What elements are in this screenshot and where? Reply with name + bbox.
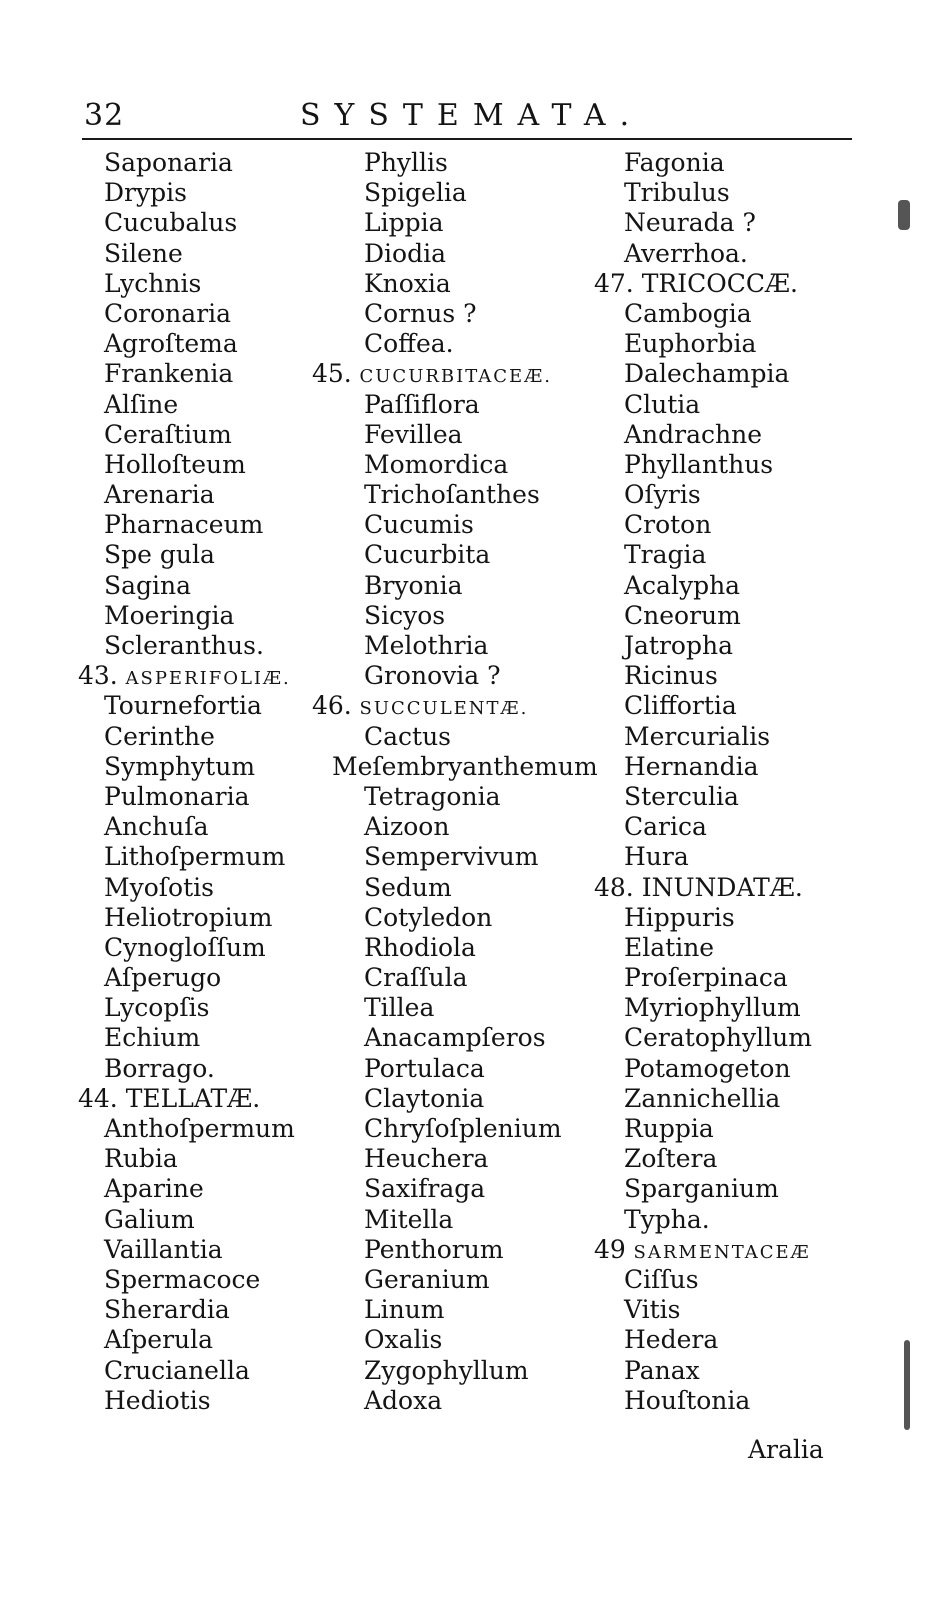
- genus-name: Ceraſtium: [104, 419, 232, 449]
- header-rule: [82, 138, 852, 140]
- running-title: SYSTEMATA.: [300, 98, 644, 133]
- genus-name: Fevillea: [364, 419, 463, 449]
- genus-name: Drypis: [104, 178, 187, 208]
- section-name: TRICOCCÆ.: [633, 268, 798, 298]
- genus-name: Typha.: [624, 1204, 710, 1234]
- genus-name: Rhodiola: [364, 932, 476, 962]
- genus-name: Cucurbita: [364, 540, 491, 570]
- genus-name: Agroſtema: [104, 329, 238, 359]
- genus-name: Anacampſeros: [364, 1023, 546, 1053]
- genus-name: Craſſula: [364, 963, 468, 993]
- genus-name: Ciſſus: [624, 1264, 699, 1294]
- genus-name: Cucubalus: [104, 208, 238, 238]
- genus-name: Potamogeton: [624, 1053, 791, 1083]
- genus-name: Aſperula: [104, 1325, 214, 1355]
- section-heading: [594, 873, 812, 903]
- genus-name: Aparine: [104, 1174, 204, 1204]
- section-heading: [78, 661, 295, 691]
- genus-name: Saponaria: [104, 148, 233, 177]
- genus-name: Tribulus: [624, 178, 730, 208]
- page-header: [0, 92, 930, 136]
- section-heading: [594, 1235, 812, 1265]
- genus-name: Hediotis: [104, 1385, 211, 1415]
- genus-name: Myriophyllum: [624, 993, 801, 1023]
- genus-name: Heliotropium: [104, 902, 273, 932]
- genus-name: Penthorum: [364, 1234, 504, 1264]
- genus-name: Claytonia: [364, 1083, 485, 1113]
- section-number: 48.: [594, 872, 634, 902]
- genus-name: Jatropha: [624, 631, 733, 660]
- genus-name: Phyllis: [364, 148, 448, 177]
- genus-name: Cucumis: [364, 510, 474, 540]
- section-heading: [594, 269, 812, 299]
- genus-name: Galium: [104, 1204, 195, 1234]
- genus-name: Knoxia: [364, 268, 451, 298]
- genus-name: Coffea.: [364, 329, 454, 359]
- genus-name: Panax: [624, 1355, 700, 1385]
- page-number: 32: [84, 98, 125, 133]
- genus-name: Elatine: [624, 932, 715, 962]
- genus-name: Mitella: [364, 1204, 454, 1234]
- genus-name: Averrhoa.: [624, 238, 748, 268]
- column-2: [312, 148, 598, 1416]
- genus-name: Zoſtera: [624, 1144, 718, 1174]
- genus-name: Bryonia: [364, 570, 463, 600]
- genus-name: Cactus: [364, 721, 452, 751]
- genus-name: Hernandia: [624, 751, 759, 781]
- genus-name: Trichoſanthes: [364, 480, 540, 510]
- genus-name: Cynogloſſum: [104, 932, 266, 962]
- genus-name: Portulaca: [364, 1053, 485, 1083]
- genus-name: Sempervivum: [364, 842, 539, 872]
- genus-name: Cambogia: [624, 298, 752, 328]
- genus-name: Momordica: [364, 449, 509, 479]
- genus-name: Clutia: [624, 389, 701, 419]
- genus-name: Sterculia: [624, 781, 739, 811]
- section-heading: [78, 1084, 295, 1114]
- genus-name: Meſembryanthemum: [332, 751, 598, 781]
- genus-name: Mercurialis: [624, 721, 771, 751]
- genus-name: Sicyos: [364, 600, 446, 630]
- genus-name: Sedum: [364, 872, 452, 902]
- genus-name: Spermacoce: [104, 1264, 261, 1294]
- genus-name: Gronovia ?: [364, 661, 501, 691]
- catchword: Aralia: [748, 1435, 824, 1464]
- genus-name: Anthoſpermum: [104, 1114, 295, 1143]
- genus-name: Lippia: [364, 208, 444, 238]
- genus-name: Anchuſa: [104, 812, 209, 842]
- genus-name: Neurada ?: [624, 208, 756, 238]
- genus-name: Tillea: [364, 993, 435, 1023]
- genus-name: Sparganium: [624, 1174, 779, 1204]
- genus-name: Chryſoſplenium: [364, 1114, 562, 1143]
- genus-name: Silene: [104, 238, 183, 268]
- section-number: 49: [594, 1234, 626, 1264]
- genus-name: Vaillantia: [104, 1234, 223, 1264]
- genus-name: Croton: [624, 510, 712, 540]
- genus-name: Myoſotis: [104, 872, 214, 902]
- section-number: 46.: [312, 691, 352, 721]
- genus-name: Lithoſpermum: [104, 842, 286, 872]
- genus-name: Proſerpinaca: [624, 963, 788, 993]
- column-1: [78, 148, 295, 1416]
- genus-name: Diodia: [364, 238, 446, 268]
- genus-name: Cerinthe: [104, 721, 215, 751]
- genus-name: Tragia: [624, 540, 707, 570]
- page-edge-mark: [904, 1340, 910, 1430]
- genus-name: Tournefortia: [104, 691, 262, 721]
- genus-name: Phyllanthus: [624, 449, 774, 479]
- genus-name: Pharnaceum: [104, 510, 264, 540]
- genus-name: Hura: [624, 842, 689, 872]
- genus-name: Ricinus: [624, 661, 718, 691]
- column-3: [594, 148, 812, 1416]
- genus-name: Moeringia: [104, 600, 235, 630]
- genus-name: Ruppia: [624, 1114, 714, 1143]
- section-number: 44.: [78, 1083, 118, 1113]
- genus-name: Symphytum: [104, 751, 256, 781]
- genus-name: Acalypha: [624, 570, 741, 600]
- genus-name: Adoxa: [364, 1385, 443, 1415]
- genus-name: Cneorum: [624, 600, 741, 630]
- genus-name: Houſtonia: [624, 1385, 751, 1415]
- section-number: 43.: [78, 661, 118, 691]
- genus-name: Sherardia: [104, 1295, 230, 1325]
- genus-name: Hippuris: [624, 902, 735, 932]
- genus-name: Holloſteum: [104, 449, 246, 479]
- genus-name: Scleranthus.: [104, 631, 264, 660]
- genus-name: Tetragonia: [364, 781, 501, 811]
- section-heading: [312, 691, 598, 721]
- genus-name: Coronaria: [104, 298, 232, 328]
- genus-name: Euphorbia: [624, 329, 757, 359]
- genus-name: Alſine: [104, 389, 179, 419]
- genus-name: Aizoon: [364, 812, 450, 842]
- genus-name: Linum: [364, 1295, 445, 1325]
- genus-name: Hedera: [624, 1325, 719, 1355]
- genus-name: Geranium: [364, 1264, 490, 1294]
- genus-name: Oxalis: [364, 1325, 443, 1355]
- genus-name: Carica: [624, 812, 707, 842]
- genus-name: Heuchera: [364, 1144, 489, 1174]
- genus-name: Cliffortia: [624, 691, 737, 721]
- genus-name: Cornus ?: [364, 298, 477, 328]
- page-edge-mark: [898, 200, 910, 230]
- genus-name: Lychnis: [104, 268, 202, 298]
- genus-name: Zygophyllum: [364, 1355, 529, 1385]
- genus-name: Arenaria: [104, 480, 215, 510]
- genus-name: Crucianella: [104, 1355, 250, 1385]
- genus-name: Ceratophyllum: [624, 1023, 812, 1053]
- genus-name: Zannichellia: [624, 1083, 781, 1113]
- genus-name: Lycopſis: [104, 993, 210, 1023]
- genus-name: Vitis: [624, 1295, 681, 1325]
- section-name: INUNDATÆ.: [633, 872, 803, 902]
- genus-name: Saxifraga: [364, 1174, 486, 1204]
- genus-name: Pulmonaria: [104, 781, 250, 811]
- section-name: SARMENTACEÆ: [625, 1241, 811, 1263]
- genus-name: Cotyledon: [364, 902, 493, 932]
- genus-name: Andrachne: [624, 419, 763, 449]
- genus-name: Spigelia: [364, 178, 467, 208]
- section-name: ASPERIFOLIÆ.: [117, 668, 291, 690]
- genus-name: Fagonia: [624, 148, 725, 177]
- genus-name: Echium: [104, 1023, 201, 1053]
- genus-name: Spe gula: [104, 540, 215, 570]
- section-number: 45.: [312, 359, 352, 389]
- genus-name: Melothria: [364, 631, 489, 660]
- section-name: TELLATÆ.: [117, 1083, 261, 1113]
- genus-name: Rubia: [104, 1144, 178, 1174]
- section-number: 47.: [594, 268, 634, 298]
- genus-name: Aſperugo: [104, 963, 222, 993]
- genus-name: Frankenia: [104, 359, 234, 389]
- genus-name: Paſſiflora: [364, 389, 480, 419]
- section-name: SUCCULENTÆ.: [351, 698, 529, 720]
- genus-name: Borrago.: [104, 1053, 215, 1083]
- section-heading: [312, 359, 598, 389]
- genus-name: Sagina: [104, 570, 192, 600]
- genus-name: Oſyris: [624, 480, 701, 510]
- section-name: CUCURBITACEÆ.: [351, 366, 552, 388]
- genus-name: Dalechampia: [624, 359, 790, 389]
